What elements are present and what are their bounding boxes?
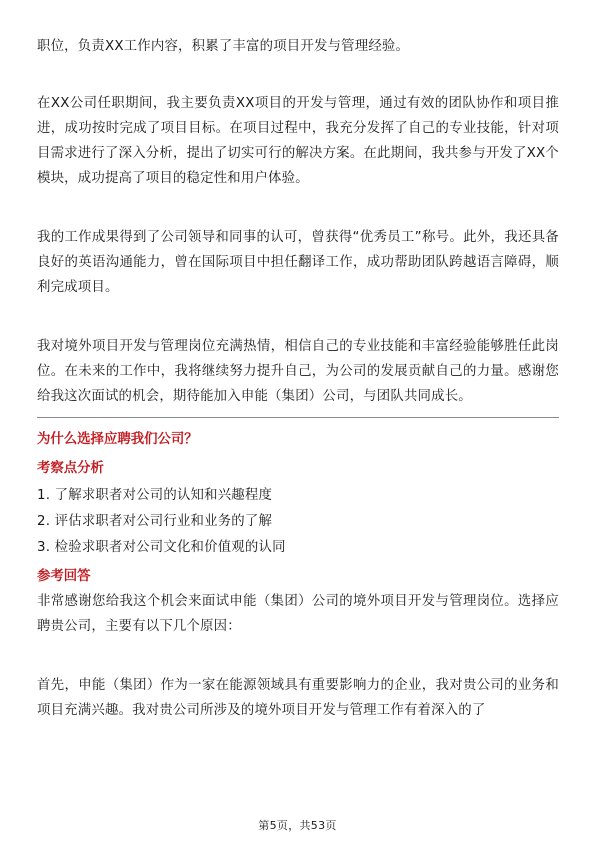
paragraph-project-experience: 在XX公司任职期间，我主要负责XX项目的开发与管理，通过有效的团队协作和项目推进，成功按时完成了项目目标。在项目过程中，我充分发挥了自己的专业技能，针对项目需求进行了深入分析，提出了切实可行的解决方案。在此期间，我共参与开发了XX个模块，成功提高了项目的稳定性和用户体验。 (37, 96, 559, 186)
analysis-point: 1. 了解求职者对公司的认知和兴趣程度 (37, 488, 273, 503)
analysis-heading: 考察点分析 (37, 461, 104, 476)
analysis-point: 3. 检验求职者对公司文化和价值观的认同 (37, 540, 286, 555)
page-content (37, 34, 559, 731)
answer-paragraph-first-reason: 首先，申能（集团）作为一家在能源领域具有重要影响力的企业，我对贵公司的业务和项目充满兴趣。我对贵公司所涉及的境外项目开发与管理工作有着深入的了 (37, 678, 559, 718)
answer-paragraph-intro: 非常感谢您给我这个机会来面试申能（集团）公司的境外项目开发与管理岗位。选择应聘贵公司，主要有以下几个原因： (37, 594, 559, 634)
paragraph-achievements: 我的工作成果得到了公司领导和同事的认可，曾获得“优秀员工”称号。此外，我还具备良好的英语沟通能力，曾在国际项目中担任翻译工作，成功帮助团队跨越语言障碍，顺利完成项目。 (37, 230, 559, 295)
analysis-points-list (37, 483, 559, 561)
answer-heading: 参考回答 (37, 569, 91, 584)
analysis-point: 2. 评估求职者对公司行业和业务的了解 (37, 514, 273, 529)
section-divider (37, 417, 559, 418)
paragraph-closing-statement: 我对境外项目开发与管理岗位充满热情，相信自己的专业技能和丰富经验能够胜任此岗位。在未来的工作中，我将继续努力提升自己，为公司的发展贡献自己的力量。感谢您给我这次面试的机会，期待能加入申能（集团）公司，与团队共同成长。 (37, 339, 559, 404)
paragraph-previous-position: 职位，负责XX工作内容，积累了丰富的项目开发与管理经验。 (37, 39, 410, 54)
interview-question: 为什么选择应聘我们公司？ (37, 432, 198, 447)
page-number-footer: 第5页，共53页 (258, 819, 337, 832)
